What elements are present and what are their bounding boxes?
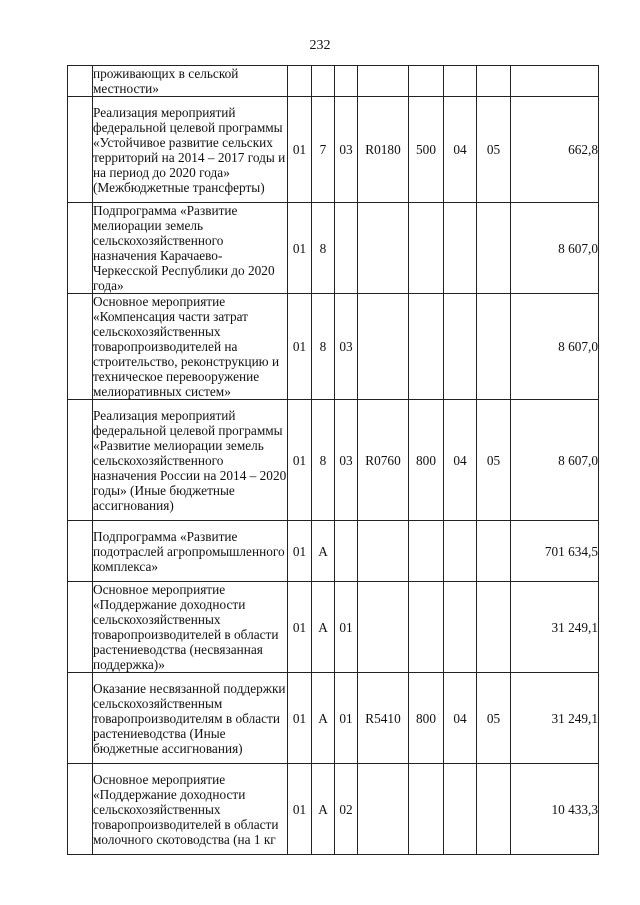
- program-code: 01: [288, 294, 312, 400]
- subprogram-code: А: [312, 582, 335, 673]
- table-row: [68, 521, 599, 582]
- budget-table: [67, 65, 599, 855]
- program-code: 01: [288, 673, 312, 764]
- row-description: Основное мероприятие «Поддержание доходности сельскохозяйственных товаропроизводителей в области молочного скотоводства (на 1 кг: [93, 764, 288, 855]
- subsection-code: 05: [477, 97, 511, 203]
- expense-type-code: 500: [409, 97, 444, 203]
- row-description: Подпрограмма «Развитие подотраслей агропромышленного комплекса»: [93, 521, 288, 582]
- expense-type-code: [409, 203, 444, 294]
- subsection-code: 05: [477, 673, 511, 764]
- target-code: R0180: [358, 97, 409, 203]
- measure-code: [335, 66, 358, 97]
- program-code: 01: [288, 400, 312, 521]
- amount-value: 8 607,0: [511, 400, 599, 521]
- subsection-code: [477, 203, 511, 294]
- table-row: [68, 400, 599, 521]
- subsection-code: [477, 294, 511, 400]
- measure-code: [335, 203, 358, 294]
- amount-value: 10 433,3: [511, 764, 599, 855]
- target-code: [358, 203, 409, 294]
- expense-type-code: [409, 521, 444, 582]
- subprogram-code: 7: [312, 97, 335, 203]
- page-number: 232: [309, 38, 331, 53]
- program-code: [288, 66, 312, 97]
- section-code: [444, 66, 477, 97]
- row-description: Подпрограмма «Развитие мелиорации земель сельскохозяйственного назначения Карачаево-Черкесской Республики до 2020 года»: [93, 203, 288, 294]
- expense-type-code: [409, 66, 444, 97]
- amount-value: 31 249,1: [511, 582, 599, 673]
- row-index-cell: [68, 294, 93, 400]
- table-row: [68, 582, 599, 673]
- program-code: 01: [288, 764, 312, 855]
- target-code: [358, 764, 409, 855]
- row-index-cell: [68, 97, 93, 203]
- subsection-code: [477, 764, 511, 855]
- row-description: Основное мероприятие «Компенсация части затрат сельскохозяйственных товаропроизводителей на строительство, реконструкцию и техническое перевооружение мелиоративных систем»: [93, 294, 288, 400]
- measure-code: 03: [335, 97, 358, 203]
- amount-value: 701 634,5: [511, 521, 599, 582]
- measure-code: 01: [335, 582, 358, 673]
- target-code: [358, 294, 409, 400]
- table-row: [68, 66, 599, 97]
- amount-value: 662,8: [511, 97, 599, 203]
- measure-code: 03: [335, 400, 358, 521]
- section-code: [444, 582, 477, 673]
- amount-value: 31 249,1: [511, 673, 599, 764]
- program-code: 01: [288, 582, 312, 673]
- row-index-cell: [68, 521, 93, 582]
- row-index-cell: [68, 66, 93, 97]
- section-code: [444, 294, 477, 400]
- program-code: 01: [288, 203, 312, 294]
- target-code: [358, 521, 409, 582]
- section-code: 04: [444, 97, 477, 203]
- subprogram-code: 8: [312, 203, 335, 294]
- table-row: [68, 294, 599, 400]
- row-index-cell: [68, 673, 93, 764]
- program-code: 01: [288, 521, 312, 582]
- target-code: [358, 582, 409, 673]
- row-description: проживающих в сельской местности»: [93, 66, 288, 97]
- subsection-code: [477, 521, 511, 582]
- subsection-code: [477, 66, 511, 97]
- subprogram-code: [312, 66, 335, 97]
- amount-value: [511, 66, 599, 97]
- expense-type-code: 800: [409, 400, 444, 521]
- subprogram-code: А: [312, 764, 335, 855]
- row-description: Основное мероприятие «Поддержание доходности сельскохозяйственных товаропроизводителей в области растениеводства (несвязанная поддержка)»: [93, 582, 288, 673]
- row-description: Реализация мероприятий федеральной целевой программы «Устойчивое развитие сельских территорий на 2014 – 2017 годы и на период до 2020 года» (Межбюджетные трансферты): [93, 97, 288, 203]
- section-code: [444, 764, 477, 855]
- table-row: [68, 764, 599, 855]
- section-code: 04: [444, 400, 477, 521]
- target-code: R5410: [358, 673, 409, 764]
- section-code: 04: [444, 673, 477, 764]
- row-index-cell: [68, 203, 93, 294]
- subprogram-code: 8: [312, 294, 335, 400]
- row-index-cell: [68, 764, 93, 855]
- amount-value: 8 607,0: [511, 203, 599, 294]
- subprogram-code: А: [312, 521, 335, 582]
- subprogram-code: А: [312, 673, 335, 764]
- target-code: R0760: [358, 400, 409, 521]
- measure-code: 02: [335, 764, 358, 855]
- measure-code: [335, 521, 358, 582]
- expense-type-code: [409, 294, 444, 400]
- row-index-cell: [68, 582, 93, 673]
- expense-type-code: 800: [409, 673, 444, 764]
- row-description: Реализация мероприятий федеральной целевой программы «Развитие мелиорации земель сельскохозяйственного назначения России на 2014 – 2020 годы» (Иные бюджетные ассигнования): [93, 400, 288, 521]
- table-row: [68, 673, 599, 764]
- row-description: Оказание несвязанной поддержки сельскохозяйственным товаропроизводителям в области растениеводства (Иные бюджетные ассигнования): [93, 673, 288, 764]
- subsection-code: [477, 582, 511, 673]
- section-code: [444, 521, 477, 582]
- measure-code: 03: [335, 294, 358, 400]
- table-row: [68, 203, 599, 294]
- subsection-code: 05: [477, 400, 511, 521]
- table-row: [68, 97, 599, 203]
- measure-code: 01: [335, 673, 358, 764]
- expense-type-code: [409, 582, 444, 673]
- row-index-cell: [68, 400, 93, 521]
- expense-type-code: [409, 764, 444, 855]
- amount-value: 8 607,0: [511, 294, 599, 400]
- subprogram-code: 8: [312, 400, 335, 521]
- target-code: [358, 66, 409, 97]
- section-code: [444, 203, 477, 294]
- program-code: 01: [288, 97, 312, 203]
